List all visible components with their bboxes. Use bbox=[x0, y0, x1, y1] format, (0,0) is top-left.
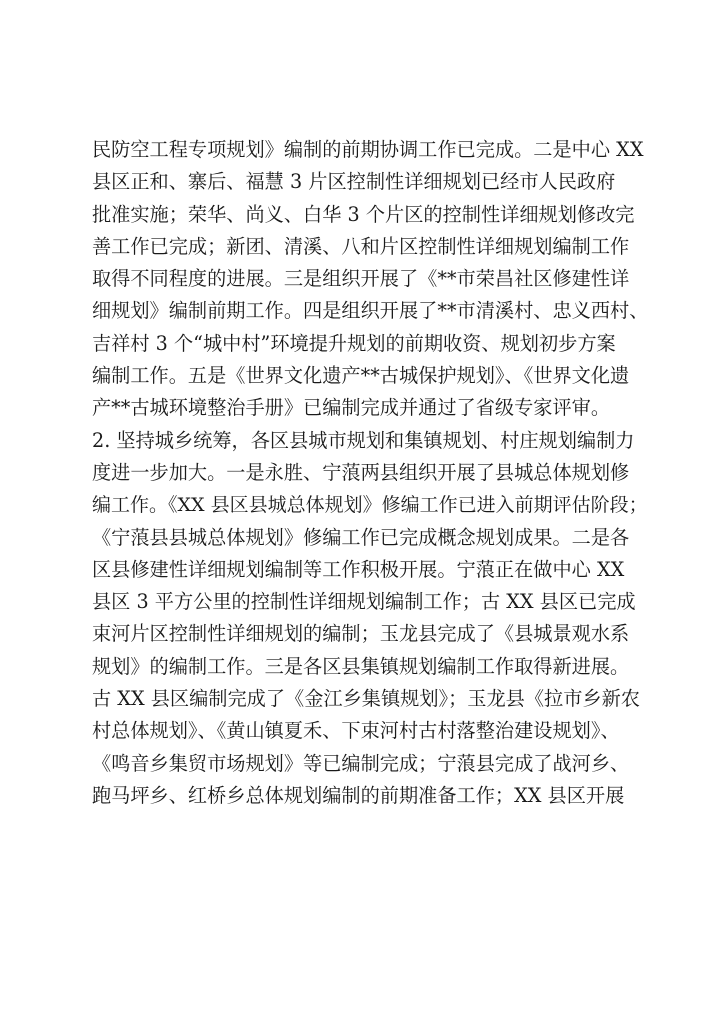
body-text bbox=[92, 134, 652, 812]
text-line: 束河片区控制性详细规划的编制；玉龙县完成了《县城景观水系 bbox=[92, 622, 630, 646]
text-line: 《鸣音乡集贸市场规划》等已编制完成；宁蒗县完成了战河乡、 bbox=[92, 751, 630, 775]
text-line: 跑马坪乡、红桥乡总体规划编制的前期准备工作；XX 县区开展 bbox=[92, 783, 625, 807]
text-line: 古 XX 县区编制完成了《金江乡集镇规划》；玉龙县《拉市乡新农 bbox=[92, 687, 640, 711]
text-line: 区县修建性详细规划编制等工作积极开展。宁蒗正在做中心 XX bbox=[92, 557, 625, 581]
text-line: 县区 3 平方公里的控制性详细规划编制工作；古 XX 县区已完成 bbox=[92, 590, 636, 614]
text-line: 编制工作。五是《世界文化遗产**古城保护规划》、《世界文化遗 bbox=[92, 364, 630, 388]
text-line: 批准实施；荣华、尚义、白华 3 个片区的控制性详细规划修改完 bbox=[92, 202, 635, 226]
text-line: 县区正和、寨后、福慧 3 片区控制性详细规划已经市人民政府 bbox=[92, 170, 616, 194]
text-line: 度进一步加大。一是永胜、宁蒗两县组织开展了县城总体规划修 bbox=[92, 460, 630, 484]
section-heading-line: 2. 坚持城乡统筹，各区县城市规划和集镇规划、村庄规划编制力 bbox=[92, 428, 635, 452]
text-line: 细规划》编制前期工作。四是组织开展了**市清溪村、忠义西村、 bbox=[92, 299, 649, 323]
text-line: 吉祥村 3 个“城中村”环境提升规划的前期收资、规划初步方案 bbox=[92, 331, 616, 355]
text-line: 规划》的编制工作。三是各区县集镇规划编制工作取得新进展。 bbox=[92, 654, 630, 678]
text-line: 善工作已完成；新团、清溪、八和片区控制性详细规划编制工作 bbox=[92, 234, 630, 258]
text-line: 《宁蒗县县城总体规划》修编工作已完成概念规划成果。二是各 bbox=[92, 525, 630, 549]
text-line: 产**古城环境整治手册》已编制完成并通过了省级专家评审。 bbox=[92, 396, 611, 420]
text-line: 村总体规划》、《黄山镇夏禾、下束河村古村落整治建设规划》、 bbox=[92, 719, 620, 743]
text-line: 取得不同程度的进展。三是组织开展了《**市荣昌社区修建性详 bbox=[92, 267, 630, 291]
text-line: 编工作。《XX 县区县城总体规划》修编工作已进入前期评估阶段； bbox=[92, 494, 648, 517]
text-line: 民防空工程专项规划》编制的前期协调工作已完成。二是中心 XX bbox=[92, 138, 644, 161]
